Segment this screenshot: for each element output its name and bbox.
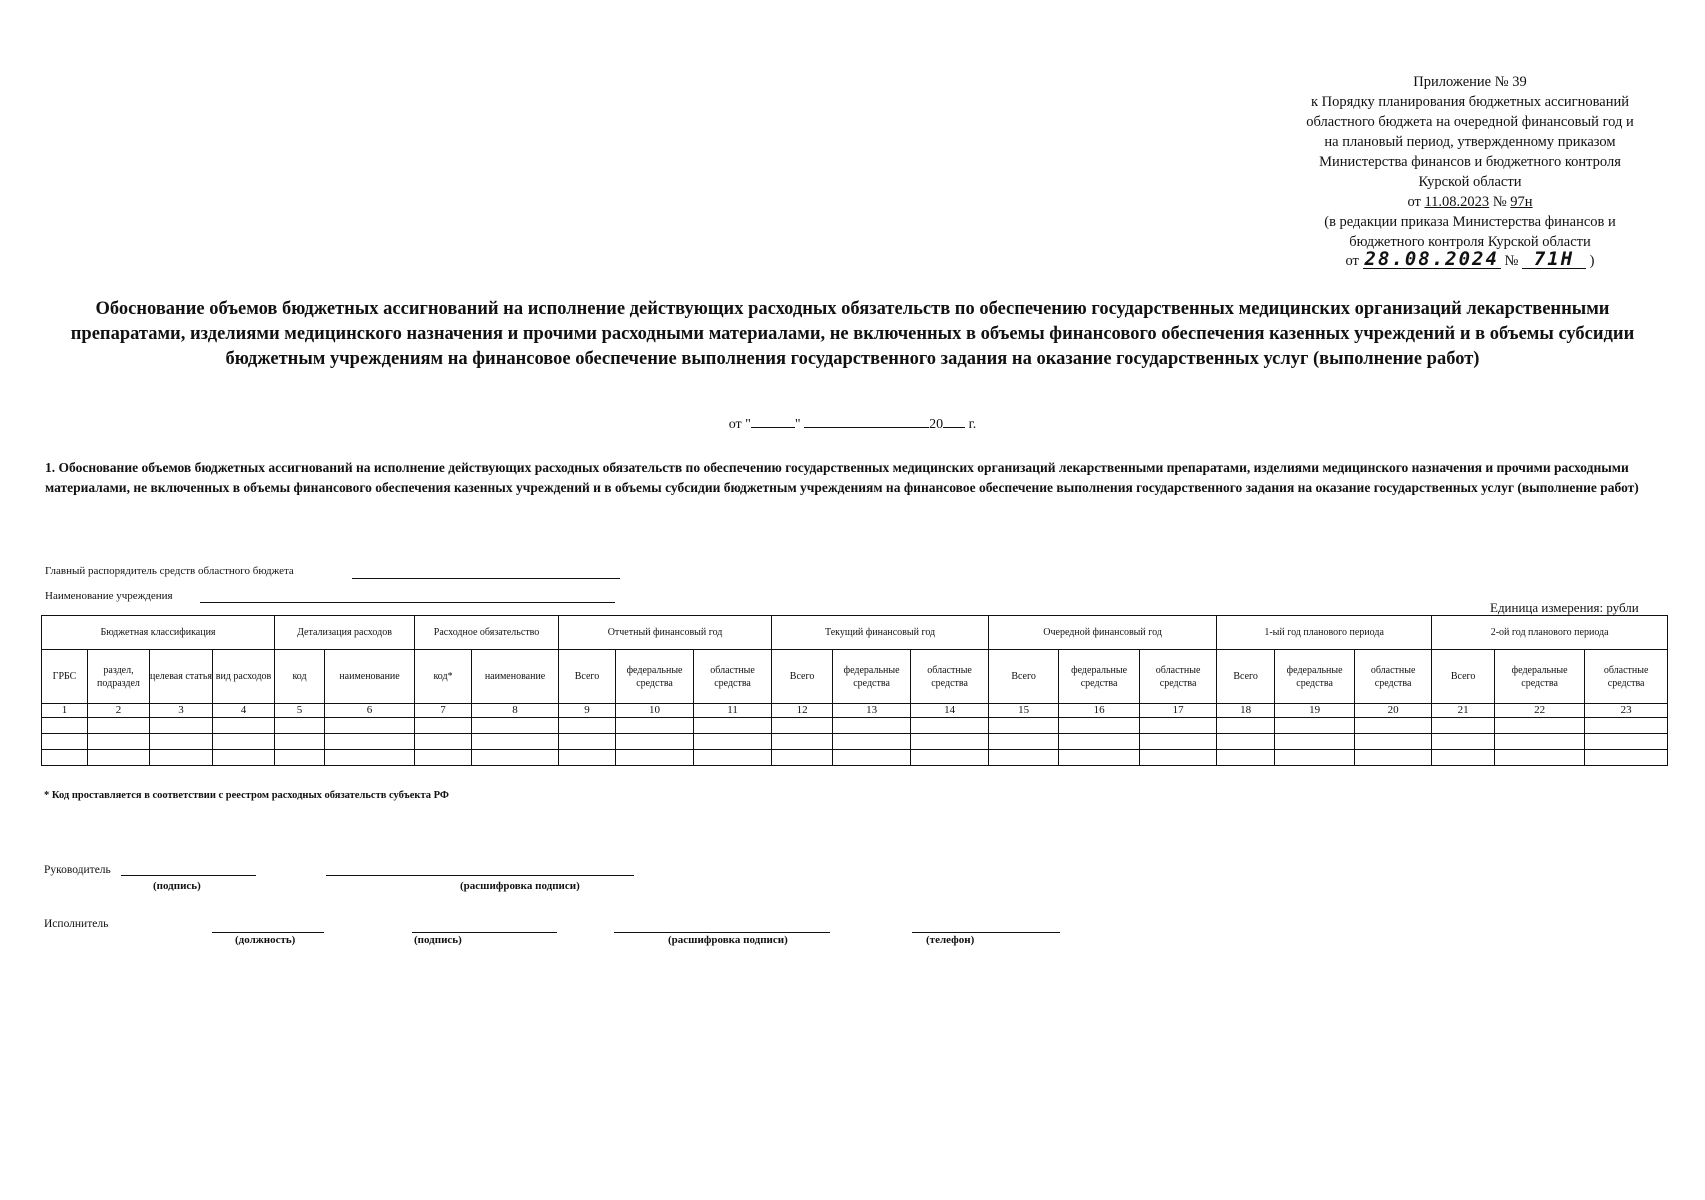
table-cell[interactable] [88,750,150,766]
order-prefix: от [1407,194,1421,210]
column-header: областные средства [694,650,772,704]
year-blank [943,413,965,428]
budget-table [41,615,1668,766]
table-cell[interactable] [1432,734,1495,750]
executor-signature-caption: (подпись) [414,934,462,946]
table-cell[interactable] [1355,734,1432,750]
column-header: вид расходов [213,650,275,704]
order-reference [1270,192,1670,212]
table-cell[interactable] [150,750,213,766]
table-cell[interactable] [694,750,772,766]
column-number: 1 [42,704,88,718]
table-cell[interactable] [1140,750,1217,766]
table-cell[interactable] [415,718,472,734]
table-cell[interactable] [213,718,275,734]
group-header: 2-ой год планового периода [1432,616,1668,650]
table-cell[interactable] [415,734,472,750]
appendix-line: на плановый период, утвержденному приказом [1324,134,1616,150]
column-number: 6 [325,704,415,718]
column-number: 7 [415,704,472,718]
phone-line [912,931,1060,933]
group-header: Очередной финансовый год [989,616,1217,650]
group-header: 1-ый год планового периода [1217,616,1432,650]
table-cell[interactable] [42,750,88,766]
edition-line: (в редакции приказа Министерства финансов и [1324,214,1616,230]
column-number: 15 [989,704,1059,718]
column-header: федеральные средства [1495,650,1585,704]
appendix-line: областного бюджета на очередной финансовый год и [1306,114,1634,130]
table-cell[interactable] [150,718,213,734]
day-blank [751,413,795,428]
executor-decode-line [614,931,830,933]
table-cell[interactable] [772,718,833,734]
table-cell[interactable] [911,734,989,750]
section-title: 1. Обоснование объемов бюджетных ассигнований на исполнение действующих расходных обязательств по обеспечению государственных медицинских организаций лекарственными препаратами, изделиями медицинского назначения и прочими расходными материалами, не включенных в объемы финансового обеспечения казенных учреждений и в объемы субсидии бюджетным учреждениям на финансовое обеспечение выполнения государственного задания на оказание государственных услуг (выполнение работ) [45,460,1639,495]
table-cell[interactable] [1275,750,1355,766]
table-cell[interactable] [772,734,833,750]
column-header: код* [415,650,472,704]
institution-field-line [200,601,615,603]
grbs-field-line [352,577,620,579]
appendix-line: Курской области [1418,174,1522,190]
executor-decode-caption: (расшифровка подписи) [668,934,788,946]
institution-label: Наименование учреждения [45,590,173,602]
table-cell[interactable] [833,718,911,734]
month-blank [804,413,929,428]
table-cell[interactable] [1355,718,1432,734]
table-row [42,734,1668,750]
column-header: Всего [772,650,833,704]
table-cell[interactable] [472,718,559,734]
executor-label: Исполнитель [44,918,109,930]
edition-number-handwritten: 71Н [1522,250,1586,269]
column-number: 5 [275,704,325,718]
table-cell[interactable] [275,750,325,766]
table-cell[interactable] [1495,718,1585,734]
table-cell[interactable] [213,734,275,750]
column-number: 3 [150,704,213,718]
table-row [42,750,1668,766]
table-cell[interactable] [1217,750,1275,766]
column-header: Всего [559,650,616,704]
date-prefix: от " [728,417,751,432]
appendix-number: Приложение № 39 [1413,74,1527,90]
table-cell[interactable] [1355,750,1432,766]
head-label: Руководитель [44,864,111,876]
table-cell[interactable] [1432,750,1495,766]
table-cell[interactable] [1495,734,1585,750]
table-row [42,718,1668,734]
table-cell[interactable] [415,750,472,766]
table-cell[interactable] [325,718,415,734]
group-header: Бюджетная классификация [42,616,275,650]
column-number: 16 [1059,704,1140,718]
order-date: 11.08.2023 [1424,194,1490,210]
appendix-line: к Порядку планирования бюджетных ассигнований [1311,94,1629,110]
column-number: 20 [1355,704,1432,718]
column-header: наименование [472,650,559,704]
order-sep: № [1492,194,1507,210]
table-cell[interactable] [1275,718,1355,734]
group-header: Детализация расходов [275,616,415,650]
group-header: Текущий финансовый год [772,616,989,650]
column-number-row [42,704,1668,718]
column-number: 10 [616,704,694,718]
column-header: раздел, подраздел [88,650,150,704]
edition-prefix: от [1345,253,1359,269]
column-header: областные средства [1585,650,1668,704]
column-number: 22 [1495,704,1585,718]
column-header: Всего [989,650,1059,704]
edition-close: ) [1589,253,1595,269]
column-header: областные средства [911,650,989,704]
table-cell[interactable] [989,750,1059,766]
table-cell[interactable] [42,734,88,750]
table-cell[interactable] [1217,734,1275,750]
order-number: 97н [1510,194,1533,210]
date-line [0,413,1705,433]
table-cell[interactable] [42,718,88,734]
date-suffix: г. [968,417,977,432]
table-cell[interactable] [1585,750,1668,766]
edition-reference [1270,250,1670,271]
table-cell[interactable] [1059,718,1140,734]
unit-of-measure: Единица измерения: рубли [1490,600,1639,615]
executor-signature-line [412,931,557,933]
column-number: 19 [1275,704,1355,718]
table-cell[interactable] [275,734,325,750]
column-header: Всего [1217,650,1275,704]
table-cell[interactable] [1585,734,1668,750]
column-header: наименование [325,650,415,704]
appendix-header [1270,72,1670,271]
head-decode-caption: (расшифровка подписи) [460,880,580,892]
table-cell[interactable] [559,718,616,734]
group-header: Расходное обязательство [415,616,559,650]
table-cell[interactable] [616,718,694,734]
column-number: 12 [772,704,833,718]
column-number: 17 [1140,704,1217,718]
column-header: федеральные средства [1059,650,1140,704]
column-number: 4 [213,704,275,718]
column-number: 21 [1432,704,1495,718]
group-header: Отчетный финансовый год [559,616,772,650]
column-number: 11 [694,704,772,718]
table-cell[interactable] [1059,734,1140,750]
date-year: 20 [929,417,944,432]
table-cell[interactable] [325,734,415,750]
table-cell[interactable] [989,718,1059,734]
table-cell[interactable] [616,750,694,766]
sub-header-row [42,650,1668,704]
column-number: 14 [911,704,989,718]
table-cell[interactable] [833,750,911,766]
column-number: 18 [1217,704,1275,718]
column-number: 8 [472,704,559,718]
table-cell[interactable] [472,750,559,766]
column-number: 23 [1585,704,1668,718]
table-cell[interactable] [772,750,833,766]
head-decode-line [326,874,634,876]
table-cell[interactable] [275,718,325,734]
column-number: 2 [88,704,150,718]
table-cell[interactable] [213,750,275,766]
column-header: федеральные средства [616,650,694,704]
table-cell[interactable] [694,718,772,734]
table-cell[interactable] [694,734,772,750]
table-cell[interactable] [88,718,150,734]
edition-sep: № [1504,253,1519,269]
head-signature-caption: (подпись) [153,880,201,892]
appendix-line: Министерства финансов и бюджетного контроля [1319,154,1621,170]
position-line [212,931,324,933]
table-cell[interactable] [472,734,559,750]
column-header: ГРБС [42,650,88,704]
table-cell[interactable] [325,750,415,766]
table-cell[interactable] [1140,718,1217,734]
table-cell[interactable] [88,734,150,750]
position-caption: (должность) [235,934,296,946]
document-title: Обоснование объемов бюджетных ассигнований на исполнение действующих расходных обязательств по обеспечению государственных медицинских организаций лекарственными препаратами, изделиями медицинского назначения и прочими расходными материалами, не включенных в объемы финансового обеспечения казенных учреждений и в объемы субсидии бюджетным учреждениям на финансовое обеспечение выполнения государственного задания на оказание государственных услуг (выполнение работ) [70,299,1635,369]
table-cell[interactable] [1217,718,1275,734]
edition-line: бюджетного контроля Курской области [1349,234,1591,250]
column-header: федеральные средства [833,650,911,704]
column-number: 13 [833,704,911,718]
table-cell[interactable] [1059,750,1140,766]
table-cell[interactable] [616,734,694,750]
column-header: областные средства [1355,650,1432,704]
table-cell[interactable] [911,718,989,734]
column-header: код [275,650,325,704]
table-cell[interactable] [1495,750,1585,766]
footnote: * Код проставляется в соответствии с реестром расходных обязательств субъекта РФ [44,790,449,801]
column-header: областные средства [1140,650,1217,704]
head-signature-line [121,874,256,876]
column-number: 9 [559,704,616,718]
date-quote: " [794,417,801,432]
table-cell[interactable] [150,734,213,750]
table-cell[interactable] [833,734,911,750]
column-header: федеральные средства [1275,650,1355,704]
table-cell[interactable] [1275,734,1355,750]
table-cell[interactable] [1140,734,1217,750]
column-header: Всего [1432,650,1495,704]
table-cell[interactable] [1432,718,1495,734]
table-cell[interactable] [559,750,616,766]
edition-date-handwritten: 28.08.2024 [1364,248,1499,270]
table-cell[interactable] [1585,718,1668,734]
table-cell[interactable] [911,750,989,766]
table-cell[interactable] [989,734,1059,750]
table-cell[interactable] [559,734,616,750]
column-header: целевая статья [150,650,213,704]
phone-caption: (телефон) [926,934,975,946]
grbs-label: Главный распорядитель средств областного бюджета [45,565,294,577]
